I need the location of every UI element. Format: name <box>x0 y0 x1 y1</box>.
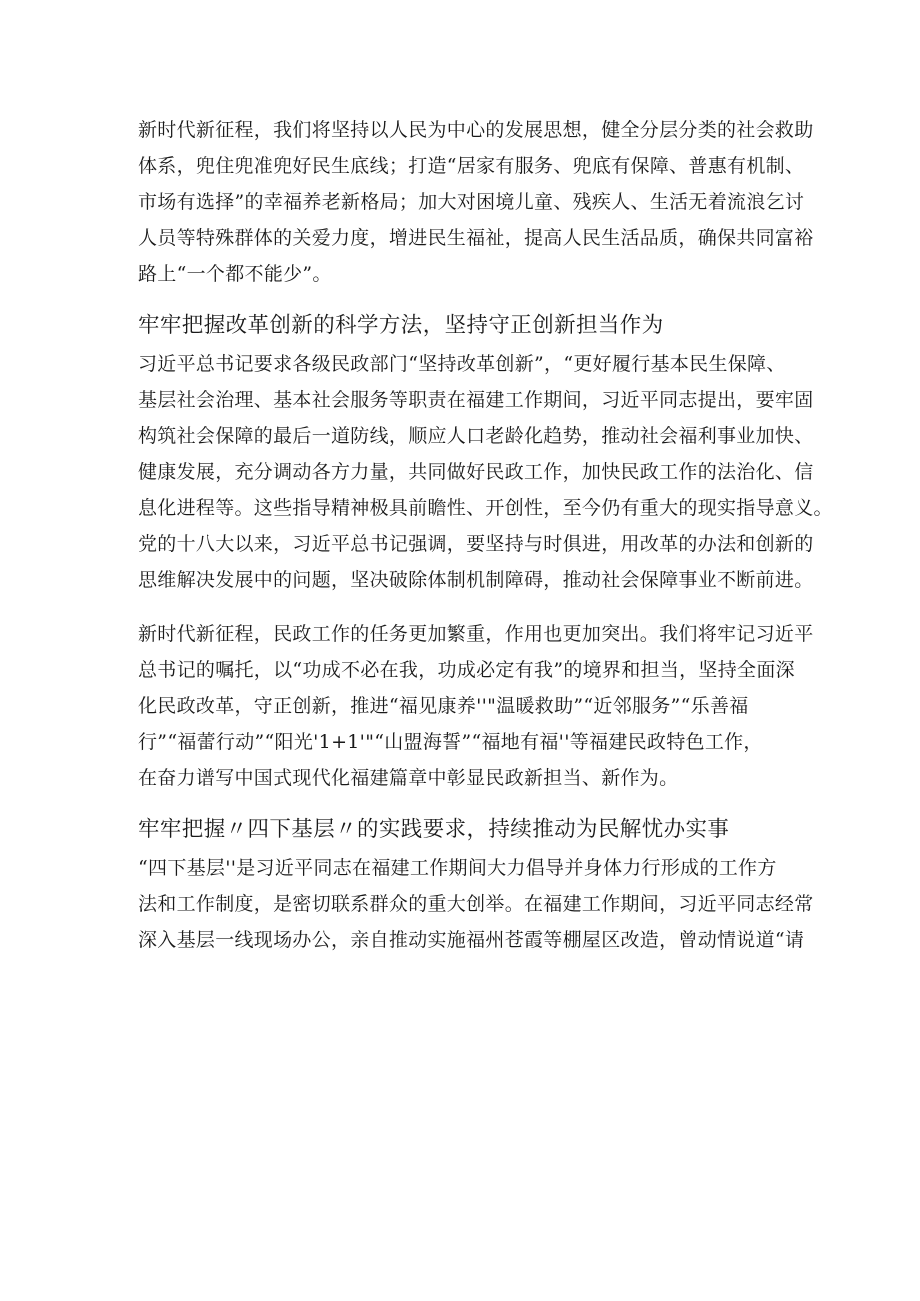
text-line: 在奋力谱写中国式现代化福建篇章中彰显民政新担当、新作为。 <box>138 767 679 789</box>
text-line: 息化进程等。这些指导精神极具前瞻性、开创性，至今仍有重大的现实指导意义。 <box>138 497 833 519</box>
text-line: 构筑社会保障的最后一道防线，顺应人口老龄化趋势，推动社会福利事业加快、 <box>138 425 814 447</box>
text-line: 路上“一个都不能少”。 <box>138 263 332 285</box>
text-line: 思维解决发展中的问题，坚决破除体制机制障碍，推动社会保障事业不断前进。 <box>138 569 814 591</box>
paragraph-2 <box>138 346 833 598</box>
text-line: 健康发展，充分调动各方力量，共同做好民政工作，加快民政工作的法治化、信 <box>138 461 814 483</box>
text-line: “四下基层''是习近平同志在福建工作期间大力倡导并身体力行形成的工作方 <box>138 857 777 879</box>
text-line: 新时代新征程，民政工作的任务更加繁重，作用也更加突出。我们将牢记习近平 <box>138 623 814 645</box>
text-line: 党的十八大以来，习近平总书记强调，要坚持与时俱进，用改革的办法和创新的 <box>138 533 814 555</box>
section-heading-grassroots: 牢牢把握〃四下基层〃的实践要求，持续推动为民解忧办实事 <box>138 817 730 842</box>
paragraph-3 <box>138 616 814 796</box>
text-line: 新时代新征程，我们将坚持以人民为中心的发展思想，健全分层分类的社会救助 <box>138 119 814 141</box>
section-heading-reform: 牢牢把握改革创新的科学方法，坚持守正创新担当作为 <box>138 313 664 338</box>
text-line: 法和工作制度，是密切联系群众的重大创举。在福建工作期间，习近平同志经常 <box>138 893 814 915</box>
text-line: 基层社会治理、基本社会服务等职责在福建工作期间，习近平同志提出，要牢固 <box>138 389 814 411</box>
text-line: 总书记的嘱托，以“功成不必在我，功成必定有我”的境界和担当，坚持全面深 <box>138 659 795 681</box>
paragraph-4 <box>138 850 814 958</box>
text-line: 行”“福蕾行动”“阳光'1+1'"“山盟海誓”“福地有福''等福建民政特色工作， <box>138 731 763 753</box>
text-line: 深入基层一线现场办公，亲自推动实施福州苍霞等棚屋区改造，曾动情说道“请 <box>138 929 805 951</box>
text-line: 体系，兜住兜准兜好民生底线；打造“居家有服务、兜底有保障、普惠有机制、 <box>138 155 805 177</box>
text-line: 人员等特殊群体的关爱力度，增进民生福祉，提高人民生活品质，确保共同富裕 <box>138 227 814 249</box>
paragraph-1 <box>138 112 814 292</box>
text-line: 习近平总书记要求各级民政部门“坚持改革创新”，“更好履行基本民生保障、 <box>138 353 786 375</box>
document-page <box>138 112 833 958</box>
text-line: 市场有选择”的幸福养老新格局；加大对困境儿童、残疾人、生活无着流浪乞讨 <box>138 191 805 213</box>
text-line: 化民政改革，守正创新，推进“福见康养''"温暖救助”“近邻服务”“乐善福 <box>138 695 749 717</box>
